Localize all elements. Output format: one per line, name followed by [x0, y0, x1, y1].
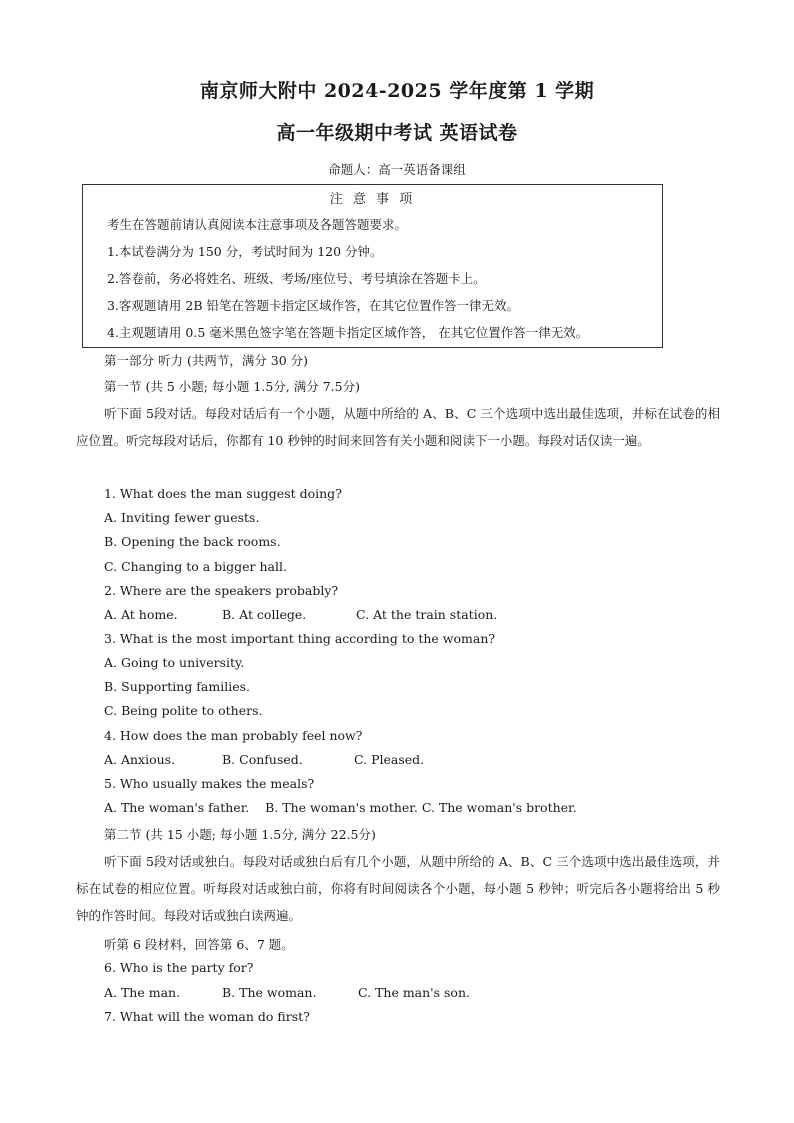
notice-line: 4.主观题请用 0.5 毫米黑色签字笔在答题卡指定区域作答， 在其它位置作答一律无效。 [107, 325, 589, 340]
question-stem: 7. What will the woman do first? [104, 1009, 310, 1024]
section1-heading: 第一节 (共 5 小题; 每小题 1.5分, 满分 7.5分) [104, 379, 360, 394]
option-a: A. Inviting fewer guests. [104, 510, 260, 525]
option-c: C. Pleased. [354, 752, 425, 767]
section2-instructions: 听下面 5段对话或独白。每段对话或独白后有几个小题，从题中所给的 A、B、C 三个选项中选出最佳选项，并标在试卷的相应位置。听每段对话或独白前，你将有时间阅读各个小题，每小题 5 秒钟；听完后各小题将给出 5 秒钟的作答时间。每段对话或独白读两遍。 [76, 854, 720, 923]
option-a: A. At home. [104, 607, 178, 622]
question-stem: 5. Who usually makes the meals? [104, 776, 315, 791]
option-b: B. Confused. [222, 752, 303, 767]
material-heading: 听第 6 段材料，回答第 6、7 题。 [104, 937, 294, 952]
exam-title-line1: 南京师大附中 2024-2025 学年度第 1 学期 [199, 80, 595, 102]
section1-instructions: 听下面 5段对话。每段对话后有一个小题，从题中所给的 A、B、C 三个选项中选出最佳选项，并标在试卷的相应位置。听完每段对话后，你都有 10 秒钟的时间来回答有关小题和阅读下一小题。每段对话仅读一遍。 [76, 406, 720, 448]
notice-line: 2.答卷前，务必将姓名、班级、考场/座位号、考号填涂在答题卡上。 [107, 271, 486, 286]
option-c: C. The man's son. [358, 985, 470, 1000]
option-a: A. Anxious. [104, 752, 176, 767]
notice-heading: 注 意 事 项 [329, 192, 416, 207]
question-stem: 2. Where are the speakers probably? [104, 583, 339, 598]
question-stem: 3. What is the most important thing according to the woman? [104, 631, 496, 646]
option-b: B. At college. [222, 607, 307, 622]
option-b: B. The woman. [222, 985, 317, 1000]
options-line: A. The woman's father. B. The woman's mother. C. The woman's brother. [104, 800, 577, 815]
option-a: A. Going to university. [104, 655, 245, 670]
question-stem: 6. Who is the party for? [104, 960, 254, 975]
option-b: B. Supporting families. [104, 679, 251, 694]
question-stem: 1. What does the man suggest doing? [104, 486, 342, 501]
part1-heading: 第一部分 听力 (共两节，满分 30 分) [104, 353, 309, 368]
notice-line: 考生在答题前请认真阅读本注意事项及各题答题要求。 [107, 217, 408, 232]
option-c: C. At the train station. [356, 607, 498, 622]
question-stem: 4. How does the man probably feel now? [104, 728, 363, 743]
option-b: B. Opening the back rooms. [104, 534, 281, 549]
notice-line: 1.本试卷满分为 150 分，考试时间为 120 分钟。 [107, 244, 383, 259]
notice-box [82, 184, 663, 348]
exam-title-line2: 高一年级期中考试 英语试卷 [276, 122, 518, 144]
notice-line: 3.客观题请用 2B 铅笔在答题卡指定区域作答，在其它位置作答一律无效。 [107, 298, 520, 313]
section2-heading: 第二节 (共 15 小题; 每小题 1.5分, 满分 22.5分) [104, 827, 376, 842]
option-a: A. The man. [104, 985, 181, 1000]
option-c: C. Being polite to others. [104, 703, 263, 718]
exam-author: 命题人：高一英语备课组 [328, 162, 466, 177]
option-c: C. Changing to a bigger hall. [104, 559, 287, 574]
